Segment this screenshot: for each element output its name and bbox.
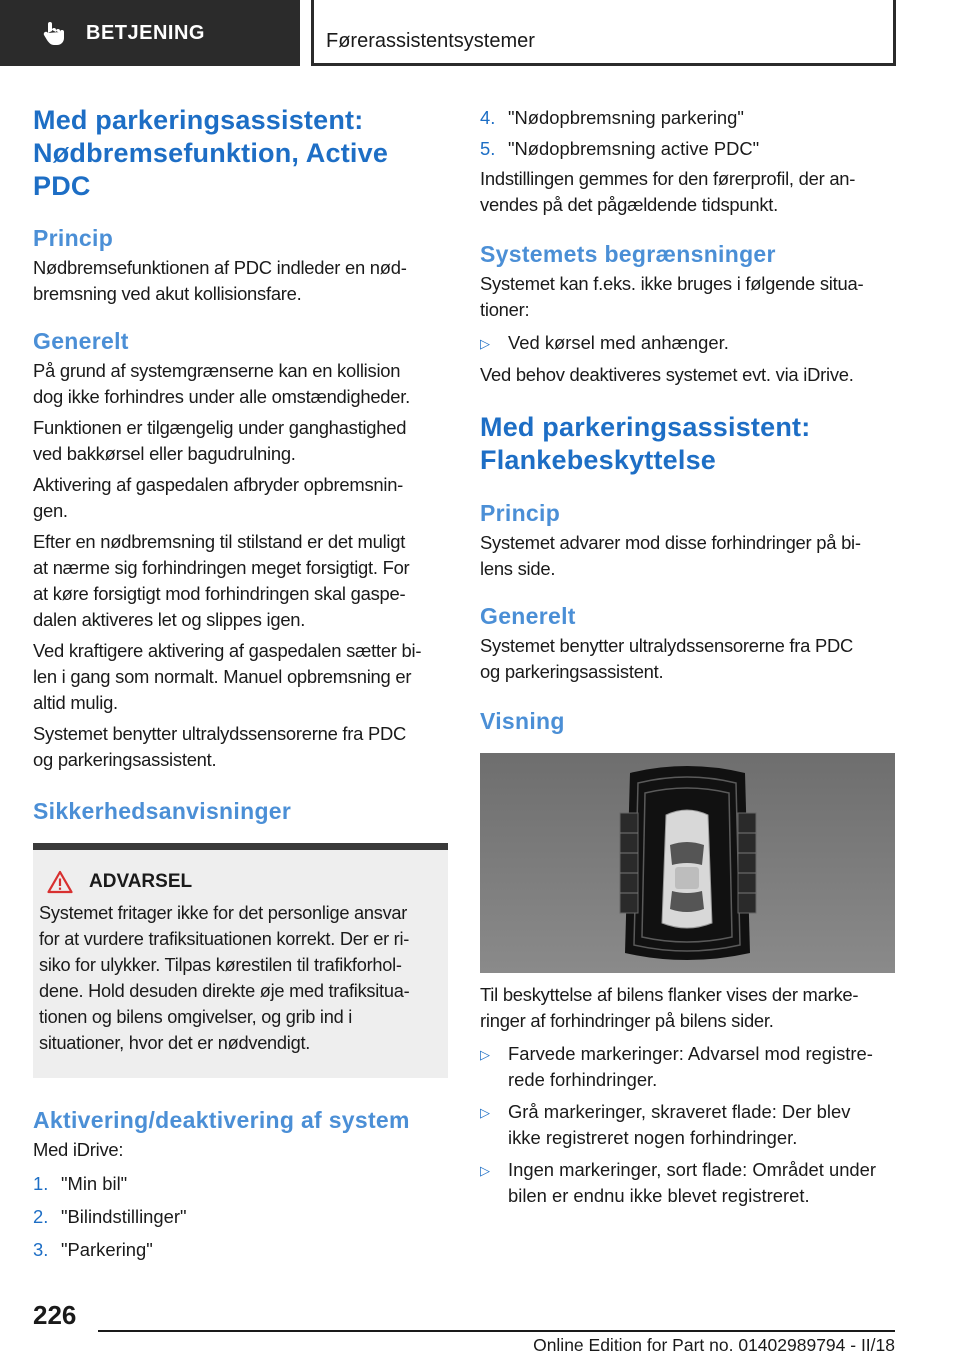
bullet-triangle-icon: ▷ xyxy=(480,336,490,351)
activation-intro: Med iDrive: xyxy=(33,1139,124,1160)
warning-triangle-icon xyxy=(47,870,73,894)
chapter-title: Førerassistentsystemer xyxy=(314,0,896,66)
visning-bullet-list xyxy=(480,1041,895,1209)
warning-header xyxy=(39,870,440,894)
bullet-triangle-icon: ▷ xyxy=(480,1047,490,1062)
list-item: 3. "Parkering" xyxy=(33,1239,153,1260)
generelt-text: Systemet benytter ultralydssensorerne fra PDC og parkeringsassistent. xyxy=(480,635,854,682)
list-item: ▷ Grå markeringer, skraveret flade: Der blev ikke registreret nogen forhindringer. xyxy=(480,1099,895,1151)
list-item: 5. "Nødopbremsning active PDC" xyxy=(480,138,760,159)
settings-text: Indstillingen gemmes for den førerprofil, der an- vendes på det pågældende tidspunkt. xyxy=(480,168,856,215)
list-item: ▷ Ingen markeringer, sort flade: Området under bilen er endnu ikke blevet registreret. xyxy=(480,1157,895,1209)
right-column xyxy=(480,100,895,1209)
section-heading: Med parkeringsassistent: Nødbremsefunktion, Active PDC xyxy=(33,105,389,201)
generelt-paragraph: Systemet benytter ultralydssensorerne fra PDC og parkeringsassistent. xyxy=(33,723,407,770)
generelt-heading: Generelt xyxy=(33,328,129,354)
page-number: 226 xyxy=(33,1300,77,1330)
bullet-triangle-icon: ▷ xyxy=(480,1163,490,1178)
warning-label: ADVARSEL xyxy=(89,871,193,892)
generelt-paragraph: Aktivering af gaspedalen afbryder opbremsnin- gen. xyxy=(33,474,404,521)
generelt-paragraph: Efter en nødbremsning til stilstand er det muligt at nærme sig forhindringen meget forsigtigt. For at køre forsigtigt mod forhindringen skal gaspe- dalen aktiveres let og slippes igen. xyxy=(33,531,410,630)
princip-text: Systemet advarer mod disse forhindringer på bi- lens side. xyxy=(480,532,861,579)
activation-heading: Aktivering/deaktivering af system xyxy=(33,1107,410,1133)
steps-list xyxy=(480,105,895,162)
generelt-paragraph: Ved kraftigere aktivering af gaspedalen sætter bi- len i gang som normalt. Manuel opbremsning er altid mulig. xyxy=(33,640,422,713)
section-heading: Med parkeringsassistent: Flankebeskyttelse xyxy=(480,412,811,475)
steps-list xyxy=(33,1171,448,1263)
warning-box xyxy=(33,843,448,1078)
bullet-triangle-icon: ▷ xyxy=(480,1105,490,1120)
list-item: 4. "Nødopbremsning parkering" xyxy=(480,107,744,128)
limits-heading: Systemets begrænsninger xyxy=(480,241,776,267)
edition-note: Online Edition for Part no. 01402989794 - II/18 xyxy=(533,1335,895,1355)
hand-pointer-icon xyxy=(40,19,68,47)
list-item: ▷ Ved kørsel med anhænger. xyxy=(480,330,895,357)
visning-heading: Visning xyxy=(480,708,565,734)
generelt-heading: Generelt xyxy=(480,603,576,629)
left-column xyxy=(33,100,448,1263)
princip-text: Nødbremsefunktionen af PDC indleder en nød- bremsning ved akut kollisionsfare. xyxy=(33,257,407,304)
safety-heading: Sikkerhedsanvisninger xyxy=(33,798,292,824)
visning-text: Til beskyttelse af bilens flanker vises der marke- ringer af forhindringer på bilens sider. xyxy=(480,984,859,1031)
list-item: ▷ Farvede markeringer: Advarsel mod registre- rede forhindringer. xyxy=(480,1041,895,1093)
footer-divider xyxy=(98,1330,895,1332)
warning-text: Systemet fritager ikke for det personlige ansvar for at vurdere trafiksituationen korrekt. Der er ri- siko for ulykker. Tilpas kørestilen til trafikforhol- dene. Hold desuden direkte øje med trafiksitua- tionen og bilens omgivelser, og grib ind i situationer, hvor det er nødvendigt. xyxy=(39,903,410,1053)
generelt-paragraph: Funktionen er tilgængelig under ganghastighed ved bakkørsel eller bagudrulning. xyxy=(33,417,407,464)
list-item: 2. "Bilindstillinger" xyxy=(33,1206,187,1227)
page-header xyxy=(0,0,960,66)
car-top-view-illustration xyxy=(480,753,895,973)
section-tab xyxy=(0,0,300,66)
list-item: 1. "Min bil" xyxy=(33,1173,128,1194)
generelt-paragraph: På grund af systemgrænserne kan en kollision dog ikke forhindres under alle omstændigheder. xyxy=(33,360,410,407)
princip-heading: Princip xyxy=(33,225,114,251)
limits-text: Systemet kan f.eks. ikke bruges i følgende situa- tioner: xyxy=(480,273,864,320)
parking-display-image xyxy=(480,753,895,973)
limits-after: Ved behov deaktiveres systemet evt. via iDrive. xyxy=(480,364,854,385)
section-label: BETJENING xyxy=(86,21,205,44)
princip-heading: Princip xyxy=(480,500,561,526)
